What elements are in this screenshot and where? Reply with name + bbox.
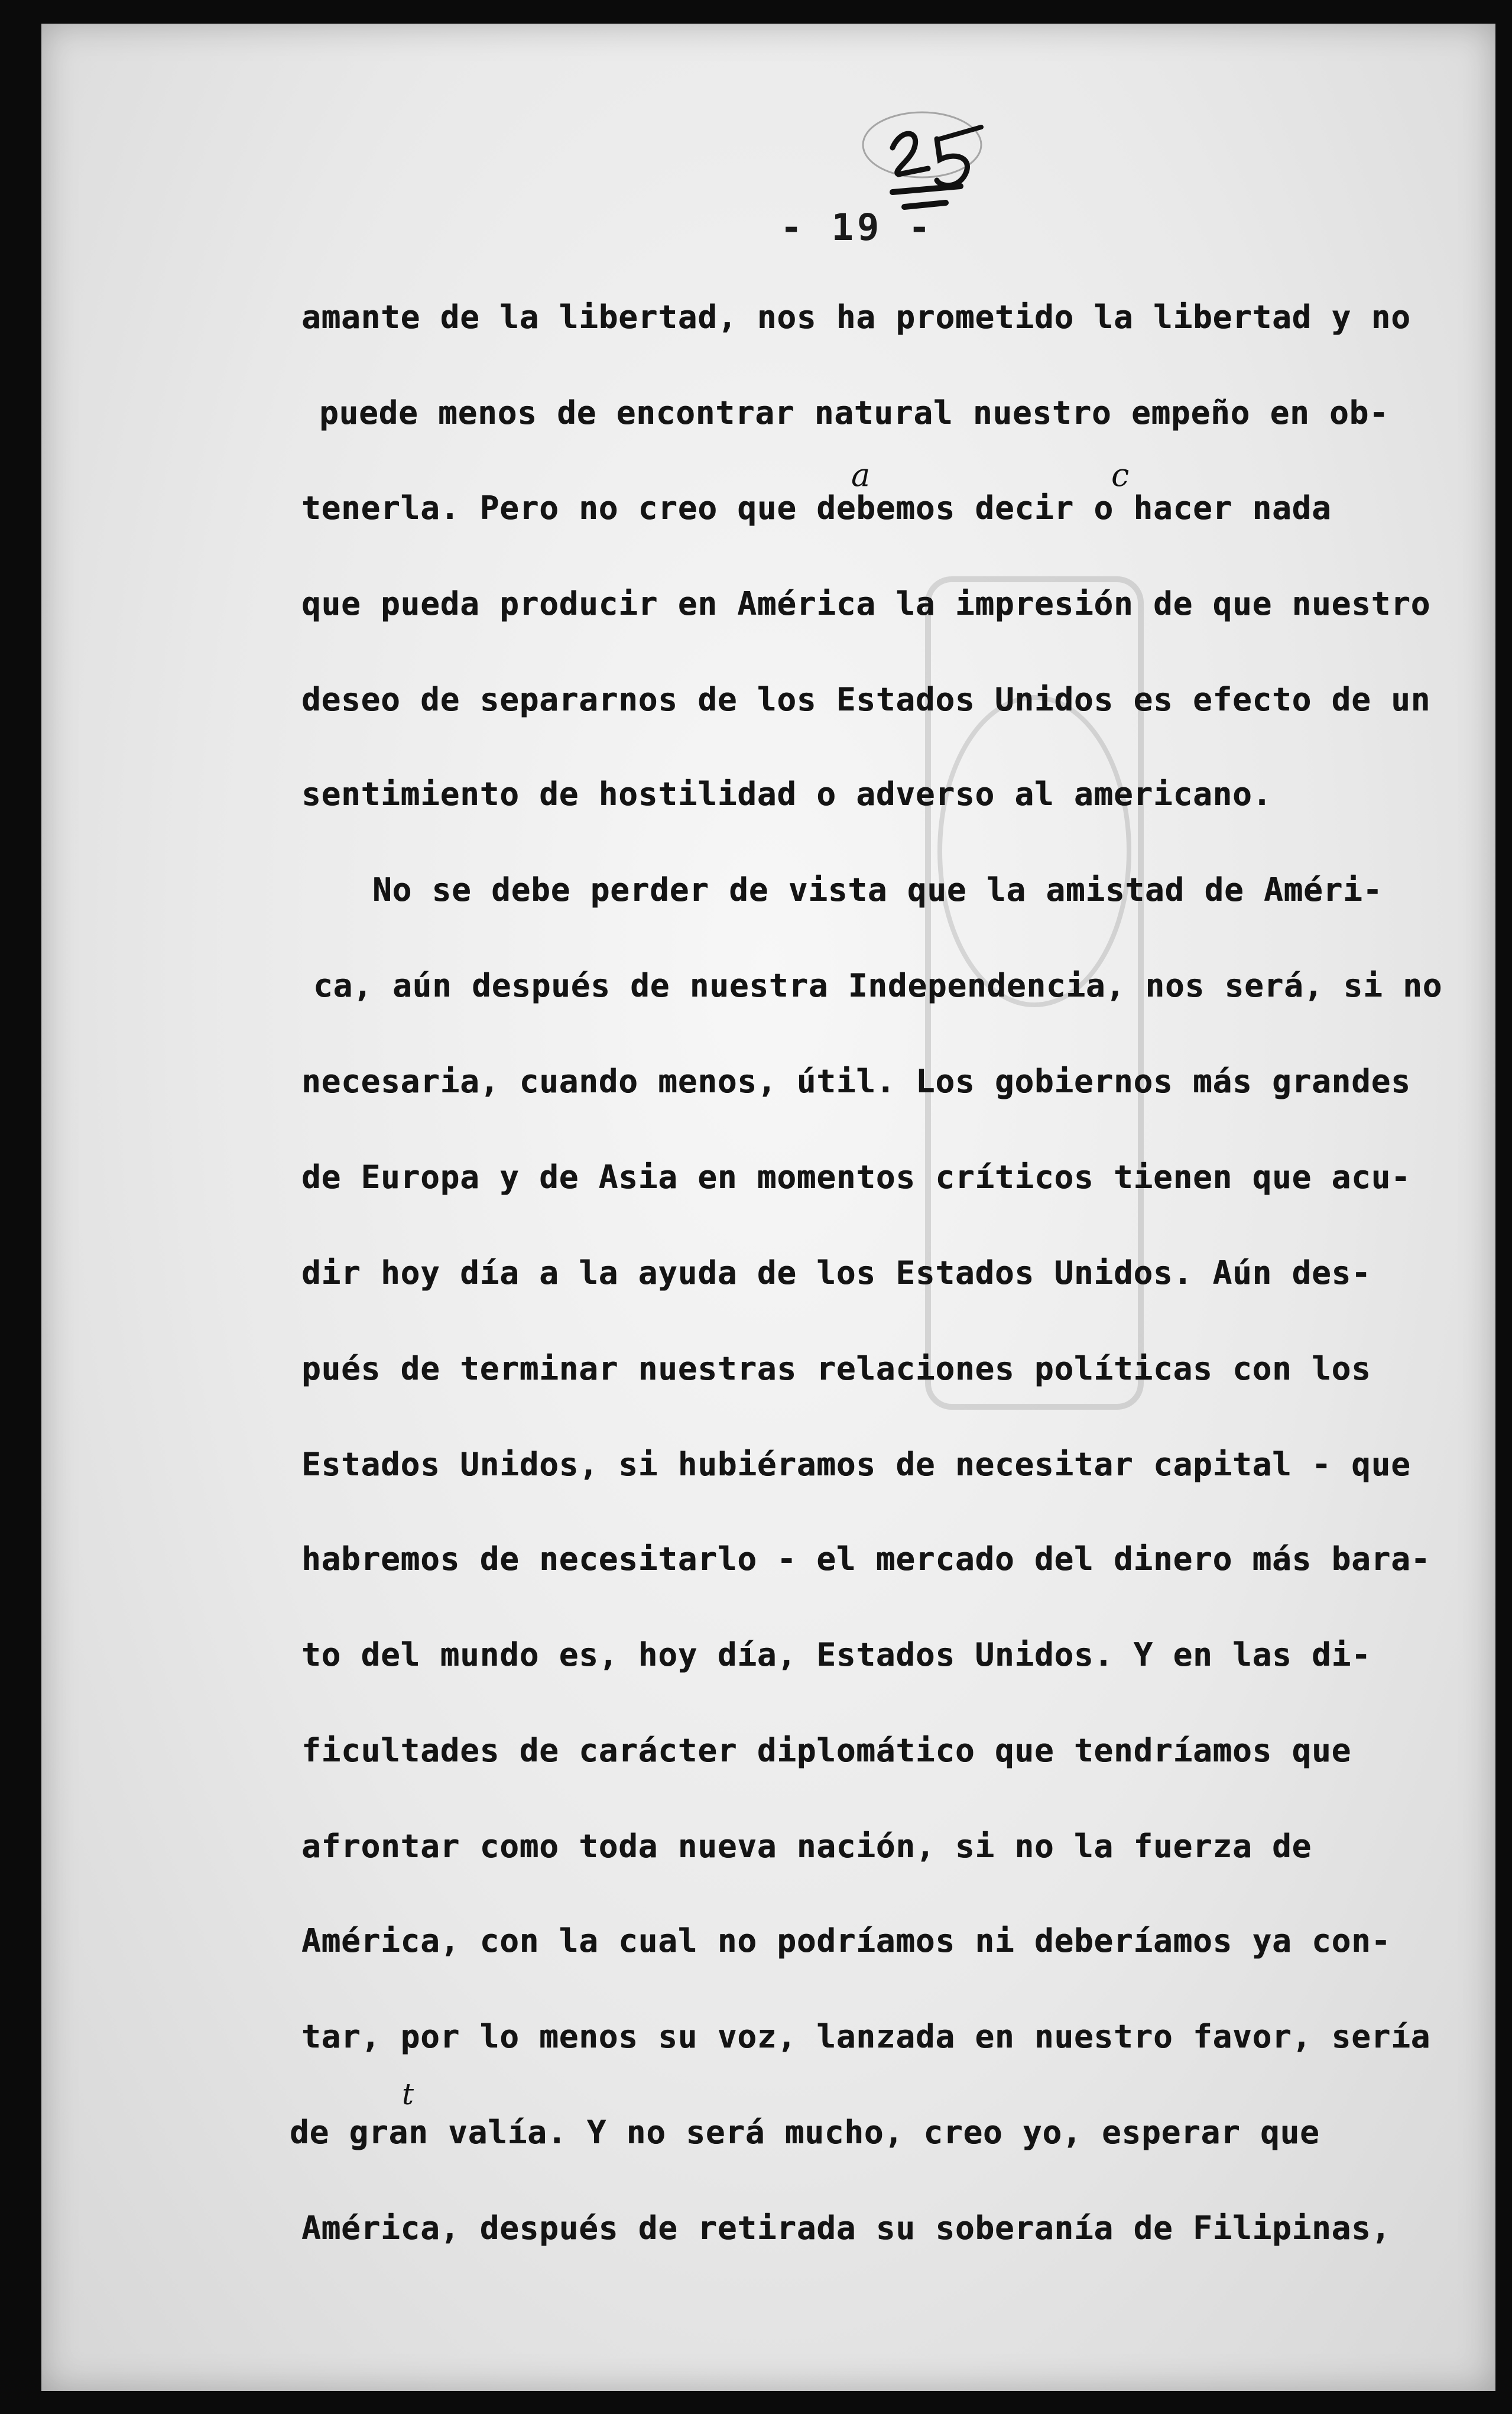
handwritten-correction-t: t [402, 2077, 414, 2111]
text-line: deseo de separarnos de los Estados Unidos es efecto de un [301, 681, 1431, 718]
text-line: puede menos de encontrar natural nuestro empeño en ob- [319, 394, 1389, 431]
text-line: dir hoy día a la ayuda de los Estados Unidos. Aún des- [301, 1254, 1371, 1292]
text-line: to del mundo es, hoy día, Estados Unidos. Y en las di- [301, 1636, 1371, 1673]
text-line: necesaria, cuando menos, útil. Los gobiernos más grandes [301, 1063, 1411, 1100]
text-line: tar, por lo menos su voz, lanzada en nuestro favor, sería [301, 2018, 1431, 2055]
text-line: que pueda producir en América la impresión de que nuestro [301, 585, 1431, 622]
text-line: pués de terminar nuestras relaciones políticas con los [301, 1350, 1371, 1387]
body-text [41, 24, 1495, 2391]
text-line: habremos de necesitarlo - el mercado del dinero más bara- [301, 1540, 1431, 1578]
text-line: tenerla. Pero no creo que debemos decir o hacer nada [301, 489, 1332, 527]
text-line: América, después de retirada su soberanía de Filipinas, [301, 2209, 1391, 2247]
text-line: América, con la cual no podríamos ni deberíamos ya con- [301, 1922, 1391, 1959]
text-line: de Europa y de Asia en momentos críticos tienen que acu- [301, 1159, 1411, 1196]
text-line: afrontar como toda nueva nación, si no la fuerza de [301, 1828, 1312, 1865]
text-line: Estados Unidos, si hubiéramos de necesitar capital - que [301, 1446, 1411, 1483]
text-line: sentimiento de hostilidad o adverso al americano. [301, 776, 1273, 813]
text-line: ca, aún después de nuestra Independencia, nos será, si no [313, 967, 1443, 1004]
text-line: No se debe perder de vista que la amistad de Améri- [372, 871, 1383, 909]
text-line: de gran valía. Y no será mucho, creo yo, esperar que [290, 2114, 1320, 2151]
document-page [41, 24, 1495, 2391]
text-line: amante de la libertad, nos ha prometido la libertad y no [301, 298, 1411, 336]
handwritten-correction-c: c [1111, 456, 1130, 494]
handwritten-correction-a: a [851, 456, 871, 494]
page-number: - 19 - [780, 206, 934, 249]
text-line: ficultades de carácter diplomático que tendríamos que [301, 1732, 1352, 1769]
